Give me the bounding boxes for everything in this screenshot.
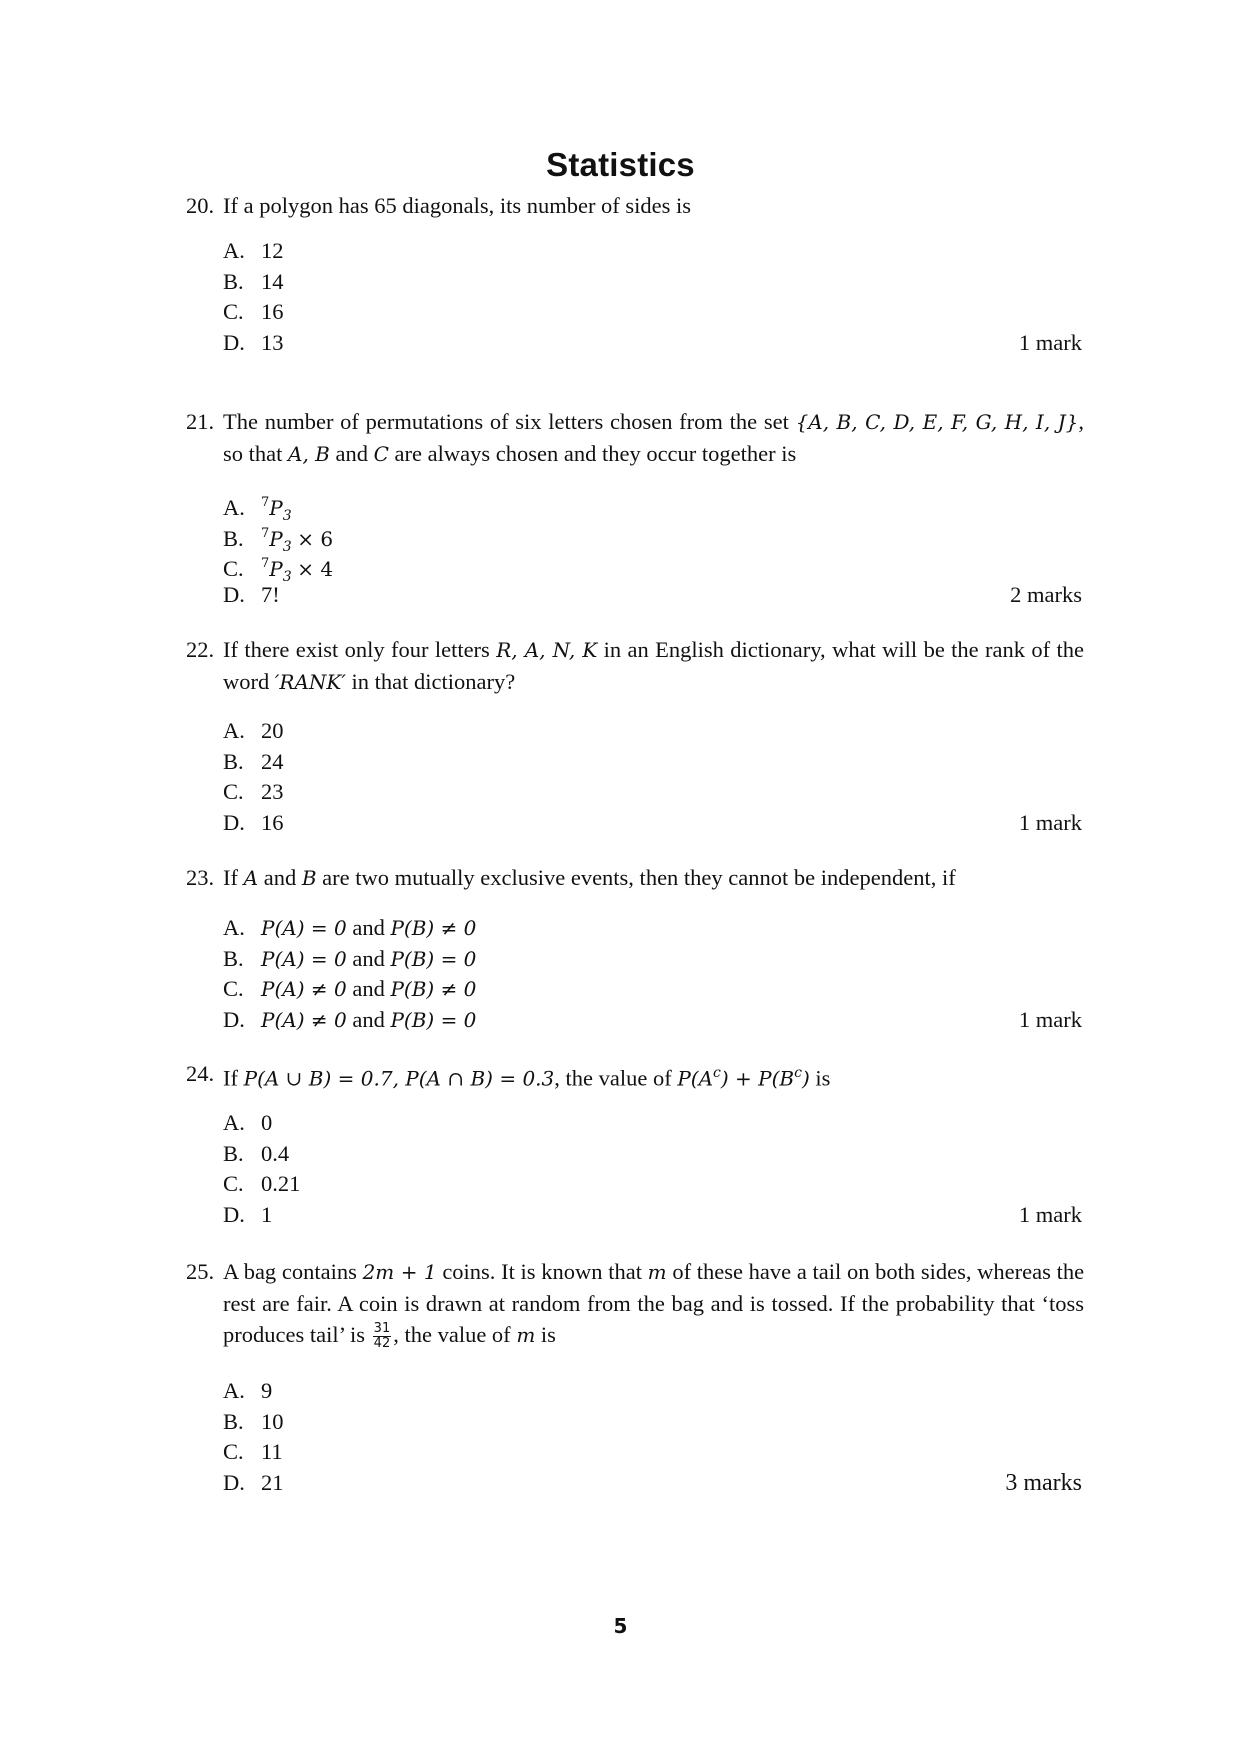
option-b: B. 10 (223, 1408, 284, 1434)
option-a: A. 12 (223, 238, 284, 263)
option-a: A. $^7P_3$ (223, 495, 292, 524)
options-21 (223, 488, 1084, 610)
question-number: 22. (186, 637, 215, 662)
question-21 (186, 406, 1084, 470)
question-25 (186, 1256, 1084, 1351)
question-stem: If there exist only four letters R, A, N, K in an English dictionary, what will be the rank of the word ′RANK′ in that dictionary? (223, 637, 1085, 694)
options-22 (223, 716, 1084, 838)
option-d: D. P(A) ≠ 0 and P(B) = 0 1 mark (223, 1005, 1084, 1036)
options-24 (223, 1108, 1084, 1230)
marks-label: 2 marks (1010, 581, 1082, 607)
question-number: 24. (186, 1061, 215, 1086)
page-number: 5 (613, 1614, 628, 1638)
marks-label: 1 mark (1018, 1006, 1082, 1032)
question-stem: The number of permutations of six letters chosen from the set {A, B, C, D, E, F, G, H, I, J}, so that A, B and C are always chosen and they occur together is (223, 409, 1085, 466)
options-20 (223, 236, 1084, 358)
option-a: A. P(A) = 0 and P(B) ≠ 0 (223, 915, 477, 940)
option-c: C. 23 (223, 779, 284, 804)
marks-label: 1 mark (1018, 329, 1082, 355)
option-d: D. 21 3 marks (223, 1468, 1084, 1499)
marks-label: 1 mark (1018, 809, 1082, 835)
question-stem: If P(A ∪ B) = 0.7, P(A ∩ B) = 0.3, the value of $P(A^c) + P(B^c)$ is (223, 1065, 831, 1091)
option-d: D. 7! 2 marks (223, 580, 1084, 611)
option-d: D. 16 1 mark (223, 808, 1084, 839)
question-number: 23. (186, 865, 215, 890)
option-b: B. 0.4 (223, 1140, 290, 1166)
question-number: 25. (186, 1259, 215, 1284)
question-number: 21. (186, 409, 215, 434)
option-b: B. $^7P_3 \times 6$ (223, 525, 334, 555)
option-d: D. 13 1 mark (223, 328, 1084, 359)
page-title: Statistics (546, 146, 695, 183)
option-c: C. P(A) ≠ 0 and P(B) ≠ 0 (223, 976, 477, 1001)
marks-label: 1 mark (1018, 1201, 1082, 1227)
option-b: B. 14 (223, 268, 284, 294)
option-a: A. 0 (223, 1110, 273, 1135)
option-b: B. 24 (223, 748, 284, 774)
question-stem: If a polygon has 65 diagonals, its number of sides is (223, 193, 692, 218)
option-c: C. $^7P_3 \times 4$ (223, 556, 334, 585)
question-number: 20. (186, 193, 215, 218)
question-22 (186, 634, 1084, 698)
option-c: C. 16 (223, 299, 284, 324)
option-a: A. 20 (223, 718, 284, 743)
option-c: C. 0.21 (223, 1171, 301, 1196)
fraction: $\frac{31}{42}$ (373, 1321, 391, 1352)
option-c: C. 11 (223, 1439, 283, 1464)
marks-label: 3 marks (1005, 1469, 1082, 1496)
option-a: A. 9 (223, 1378, 273, 1403)
option-b: B. P(A) = 0 and P(B) = 0 (223, 945, 477, 971)
question-24 (186, 1058, 1084, 1095)
question-stem: A bag contains 2m + 1 coins. It is known that m of these have a tail on both sides, whereas the rest are fair. A coin is drawn at random from the bag and is tossed. If the probability that ‘toss produces tail’ is $\frac{31}{42}$ , the value of m is (223, 1259, 1085, 1352)
question-23 (186, 862, 1084, 894)
options-23 (223, 913, 1084, 1035)
option-d: D. 1 1 mark (223, 1200, 1084, 1231)
question-20 (186, 190, 1084, 221)
options-25 (223, 1376, 1084, 1498)
question-stem: If A and B are two mutually exclusive events, then they cannot be independent, if (223, 865, 956, 890)
